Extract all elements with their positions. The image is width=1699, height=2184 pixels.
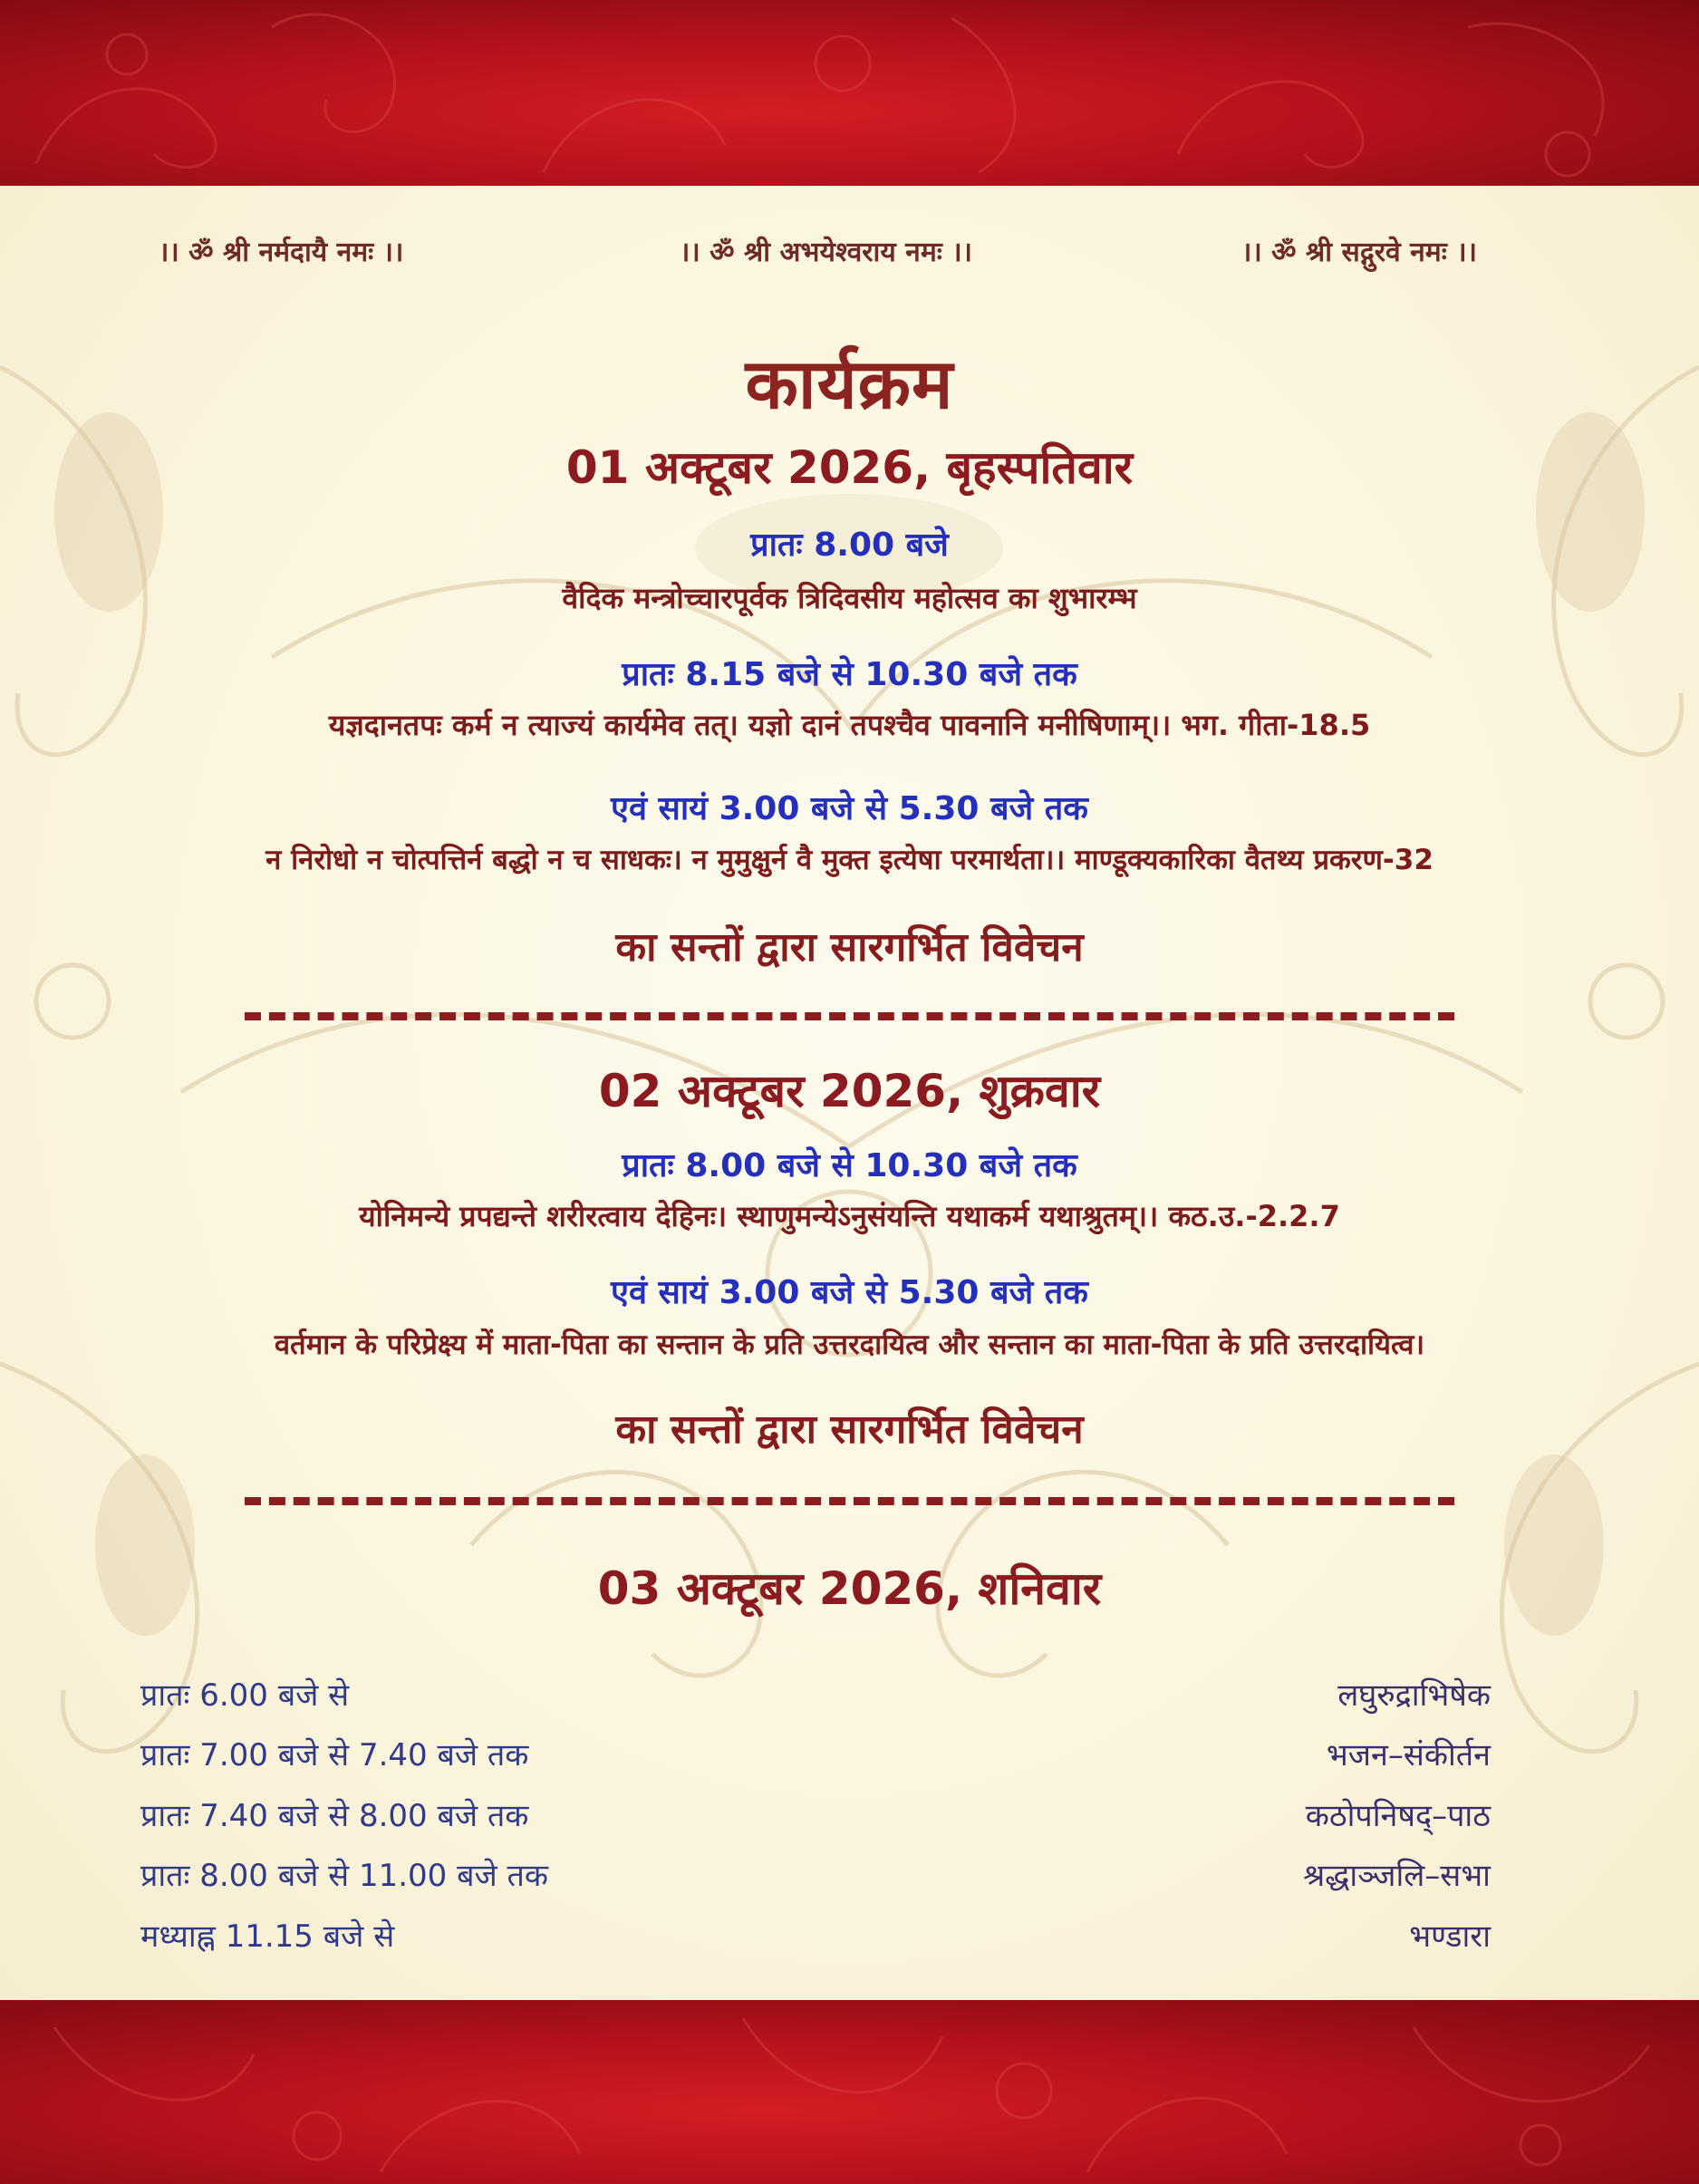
schedule-event: लघुरुद्राभिषेक: [1337, 1677, 1491, 1714]
schedule-event: भजन–संकीर्तन: [1326, 1737, 1491, 1773]
schedule-time: प्रातः 7.00 बजे से 7.40 बजे तक: [140, 1737, 529, 1773]
day2-time1: प्रातः 8.00 बजे से 10.30 बजे तक: [622, 1147, 1077, 1184]
day1-time1: प्रातः 8.00 बजे: [750, 527, 949, 564]
schedule-time: प्रातः 6.00 बजे से: [140, 1677, 350, 1714]
section-divider-2: [245, 1497, 1454, 1505]
schedule-row: [140, 1914, 1491, 1965]
mantra-left: ।। ॐ श्री नर्मदायै नमः ।।: [159, 237, 404, 268]
day2-desc1: योनिमन्ये प्रपद्यन्ते शरीरत्वाय देहिनः। स्थाणुमन्येऽनुसंयन्ति यथाकर्म यथाश्रुतम्।। कठ.उ.-2.2.7: [359, 1199, 1340, 1233]
schedule-time: प्रातः 7.40 बजे से 8.00 बजे तक: [140, 1798, 529, 1834]
schedule-row: [140, 1793, 1491, 1844]
page-title: कार्यक्रम: [745, 343, 954, 424]
day2-vivechan: का सन्तों द्वारा सारगर्भित विवेचन: [615, 1406, 1084, 1453]
section-divider-1: [245, 1012, 1454, 1020]
schedule-row: [140, 1853, 1491, 1904]
mantra-right: ।। ॐ श्री सद्गुरवे नमः ।।: [1241, 237, 1477, 268]
day1-date: 01 अक्टूबर 2026, बृहस्पतिवार: [565, 441, 1134, 494]
day1-time3: एवं सायं 3.00 बजे से 5.30 बजे तक: [611, 790, 1088, 827]
day1-vivechan: का सन्तों द्वारा सारगर्भित विवेचन: [615, 924, 1084, 971]
day2-date: 02 अक्टूबर 2026, शुक्रवार: [598, 1065, 1101, 1117]
mantra-center: ।। ॐ श्री अभयेश्वराय नमः ।।: [680, 237, 973, 268]
day3-date: 03 अक्टूबर 2026, शनिवार: [597, 1562, 1102, 1615]
schedule-event: श्रद्धाञ्जलि–सभा: [1303, 1858, 1491, 1894]
day1-desc3: न निरोधो न चोत्पत्तिर्न बद्धो न च साधकः। न मुमुक्षुर्न वै मुक्त इत्येषा परमार्थता।। माण्डूक्यकारिका वैतथ्य प्रकरण-32: [265, 844, 1434, 876]
schedule-time: मध्याह्न 11.15 बजे से: [140, 1918, 395, 1955]
schedule-row: [140, 1733, 1491, 1783]
day2-desc2: वर्तमान के परिप्रेक्ष्य में माता-पिता का सन्तान के प्रति उत्तरदायित्व और सन्तान का माता-पिता के प्रति उत्तरदायित्व।: [274, 1329, 1425, 1361]
day2-time2: एवं सायं 3.00 बजे से 5.30 बजे तक: [611, 1274, 1088, 1311]
schedule-row: [140, 1673, 1491, 1724]
day1-desc1: वैदिक मन्त्रोच्चारपूर्वक त्रिदिवसीय महोत्सव का शुभारम्भ: [562, 581, 1137, 615]
day1-time2: प्रातः 8.15 बजे से 10.30 बजे तक: [622, 656, 1077, 693]
schedule-event: भण्डारा: [1409, 1918, 1491, 1955]
day1-desc2: यज्ञदानतपः कर्म न त्याज्यं कार्यमेव तत्। यज्ञो दानं तपश्चैव पावनानि मनीषिणाम्।। भग. गीता-18.5: [328, 708, 1371, 742]
schedule-event: कठोपनिषद्–पाठ: [1305, 1798, 1491, 1834]
schedule-time: प्रातः 8.00 बजे से 11.00 बजे तक: [140, 1858, 549, 1894]
